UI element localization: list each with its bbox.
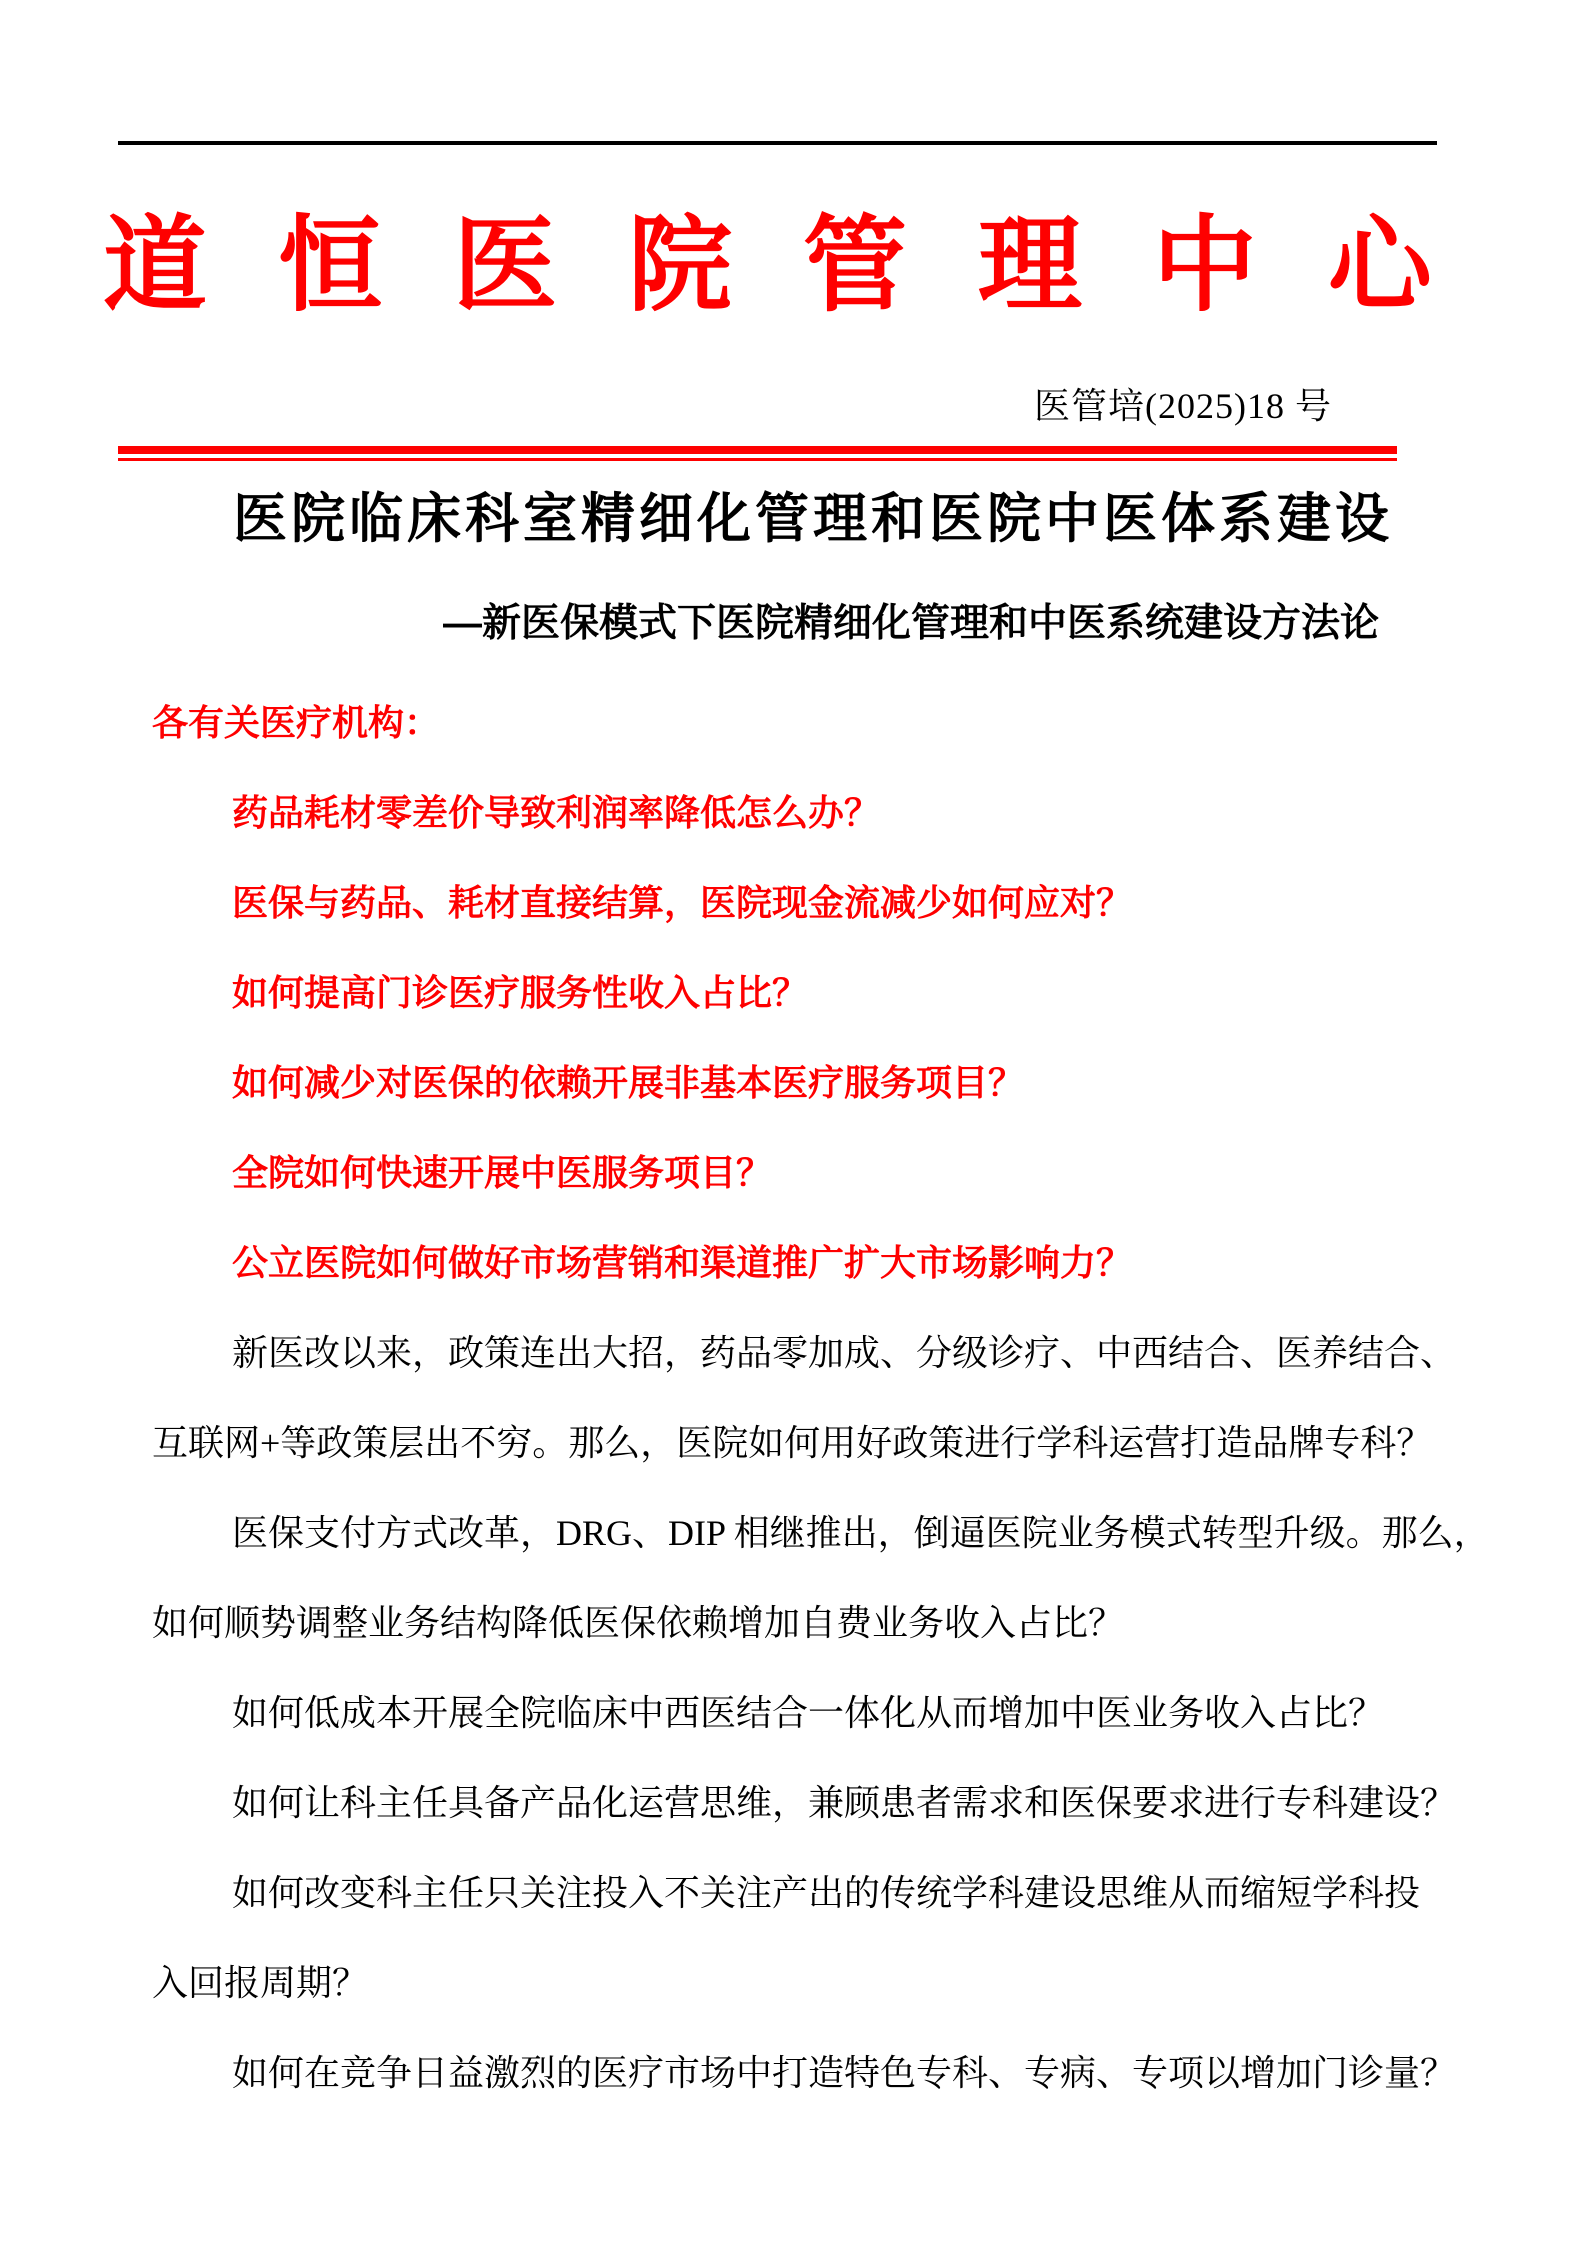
- question-line: 公立医院如何做好市场营销和渠道推广扩大市场影响力？: [232, 1243, 1133, 1283]
- body-text-line: 新医改以来，政策连出大招，药品零加成、分级诊疗、中西结合、医养结合、: [232, 1333, 1457, 1373]
- letterhead-char: 道: [103, 208, 208, 324]
- letterhead-char: 管: [802, 208, 907, 324]
- body-text-line: 如何改变科主任只关注投入不关注产出的传统学科建设思维从而缩短学科投: [232, 1873, 1421, 1913]
- letterhead-char: 理: [977, 208, 1082, 324]
- letterhead-char: 医: [452, 208, 557, 324]
- body-content: [152, 678, 1490, 2118]
- body-text-line: 如何让科主任具备产品化运营思维，兼顾患者需求和医保要求进行专科建设？: [232, 1783, 1457, 1823]
- body-text-line: 入回报周期？: [152, 1963, 369, 2003]
- question-line: 如何减少对医保的依赖开展非基本医疗服务项目？: [232, 1063, 1025, 1103]
- body-text-line: 医保支付方式改革，DRG、DIP 相继推出，倒逼医院业务模式转型升级。那么，: [232, 1513, 1490, 1553]
- page-title: 医院临床科室精细化管理和医院中医体系建设: [233, 489, 1393, 549]
- question-line: 药品耗材零差价导致利润率降低怎么办？: [232, 793, 881, 833]
- letterhead-char: 心: [1327, 208, 1432, 324]
- body-text-line: 如何顺势调整业务结构降低医保依赖增加自费业务收入占比？: [152, 1603, 1125, 1643]
- body-text-line: 互联网+等政策层出不穷。那么，医院如何用好政策进行学科运营打造品牌专科？: [152, 1423, 1433, 1463]
- letterhead-char: 院: [627, 208, 732, 324]
- question-line: 如何提高门诊医疗服务性收入占比？: [232, 973, 809, 1013]
- question-line: 各有关医疗机构：: [152, 703, 441, 743]
- question-line: 医保与药品、耗材直接结算，医院现金流减少如何应对？: [232, 883, 1133, 923]
- letterhead-char: 恒: [277, 208, 382, 324]
- doc-number: 医管培(2025)18 号: [1034, 386, 1332, 426]
- question-line: 全院如何快速开展中医服务项目？: [232, 1153, 773, 1193]
- letterhead-title: [103, 210, 1432, 322]
- top-black-rule: [118, 141, 1437, 145]
- red-separator-thin: [118, 458, 1397, 461]
- body-text-line: 如何在竞争日益激烈的医疗市场中打造特色专科、专病、专项以增加门诊量？: [232, 2053, 1457, 2093]
- body-text-line: 如何低成本开展全院临床中西医结合一体化从而增加中医业务收入占比？: [232, 1693, 1385, 1733]
- page-subtitle: —新医保模式下医院精细化管理和中医系统建设方法论: [443, 602, 1380, 645]
- letterhead-char: 中: [1152, 208, 1257, 324]
- red-separator-thick: [118, 446, 1397, 454]
